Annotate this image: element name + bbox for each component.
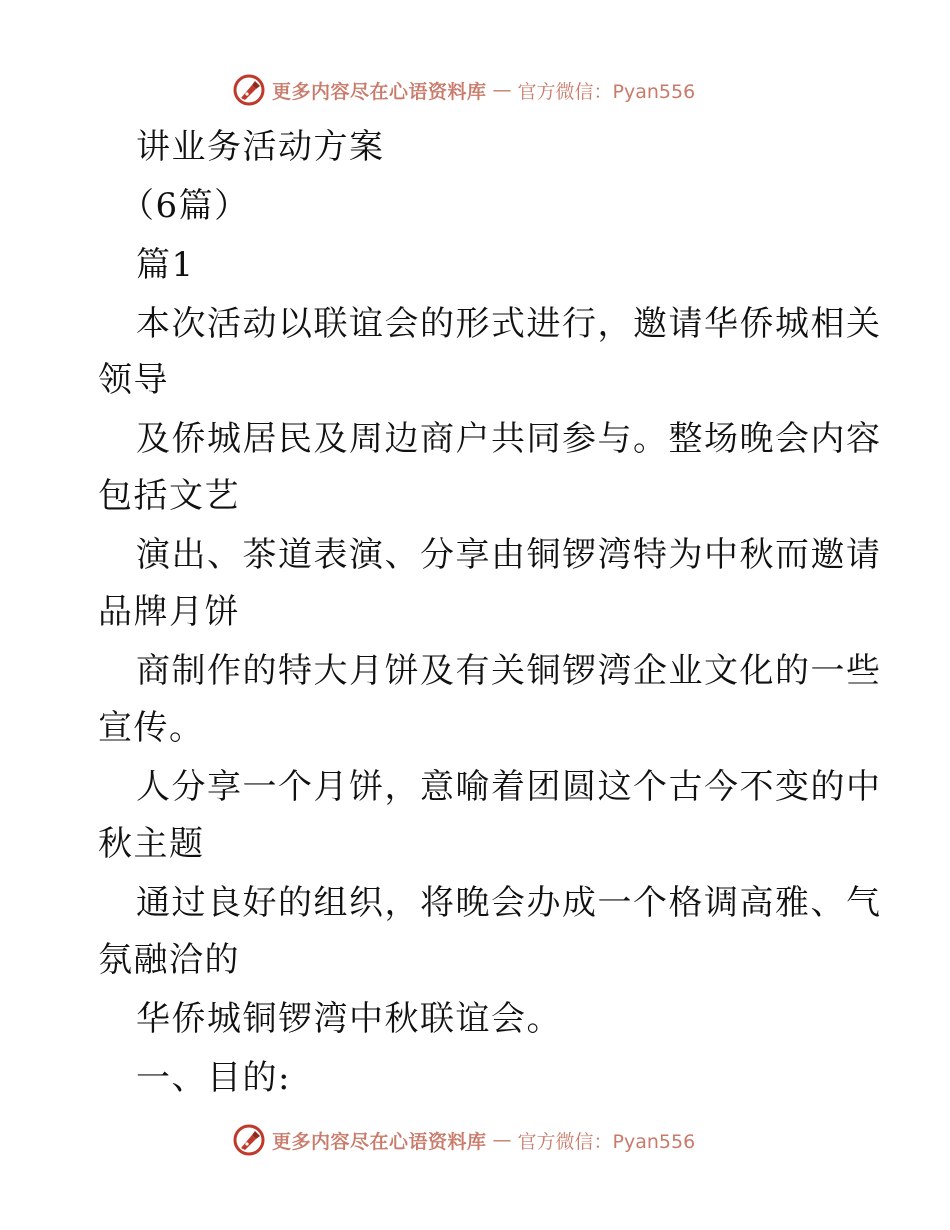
watermark-separator: — — [492, 79, 512, 101]
watermark-text: 更多内容尽在心语资料库 — [272, 80, 487, 103]
paragraph-line: 演出、茶道表演、分享由铜锣湾特为中秋而邀请 — [136, 535, 882, 575]
paragraph-line: 华侨城铜锣湾中秋联谊会。 — [136, 999, 562, 1039]
paragraph-line: 秋主题 — [98, 824, 205, 864]
paragraph-line: 商制作的特大月饼及有关铜锣湾企业文化的一些 — [136, 651, 882, 691]
paragraph-line: 宣传。 — [98, 708, 205, 748]
section-heading: 一、目的: — [136, 1058, 291, 1098]
paragraph-line: 本次活动以联谊会的形式进行，邀请华侨城相关 — [136, 304, 882, 344]
paragraph-line: 包括文艺 — [98, 476, 240, 516]
paragraph-line: 领导 — [98, 360, 169, 400]
pen-nib-logo-icon — [232, 1123, 266, 1157]
section-heading: 篇1 — [136, 245, 195, 285]
document-subtitle: （6篇） — [120, 186, 250, 226]
watermark-text: 更多内容尽在心语资料库 — [272, 1130, 487, 1153]
paragraph-line: 氛融洽的 — [98, 940, 240, 980]
paragraph-line: 人分享一个月饼，意喻着团圆这个古今不变的中 — [136, 767, 882, 807]
paragraph-line: 及侨城居民及周边商户共同参与。整场晚会内容 — [136, 419, 882, 459]
pen-nib-logo-icon — [232, 73, 266, 107]
watermark-separator: — — [492, 1129, 512, 1151]
document-title: 讲业务活动方案 — [136, 127, 385, 167]
watermark-footer — [232, 1120, 695, 1160]
paragraph-line: 品牌月饼 — [98, 592, 240, 632]
watermark-header — [232, 70, 695, 110]
watermark-wechat: 官方微信：Pyan556 — [517, 80, 696, 103]
watermark-wechat: 官方微信：Pyan556 — [517, 1130, 696, 1153]
paragraph-line: 通过良好的组织，将晚会办成一个格调高雅、气 — [136, 883, 882, 923]
